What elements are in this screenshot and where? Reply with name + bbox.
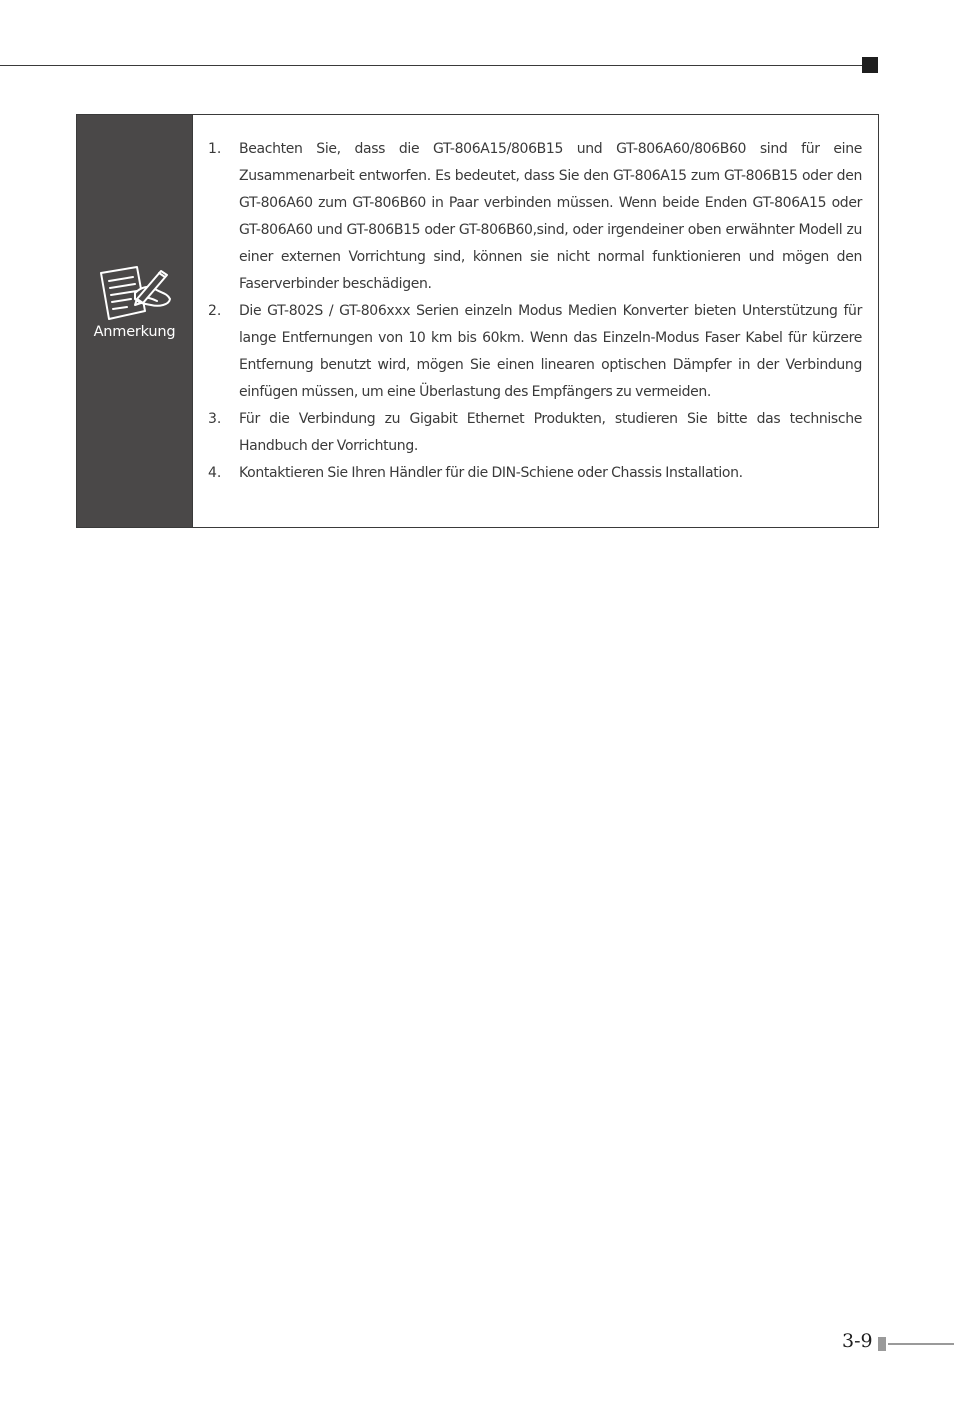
list-item (193, 406, 862, 460)
list-item (193, 136, 862, 298)
note-content (193, 115, 878, 527)
list-item (193, 460, 862, 487)
footer-square-marker (878, 1337, 886, 1351)
list-item-text: Kontaktieren Sie Ihren Händler für die DIN-Schiene oder Chassis Installation. (239, 465, 743, 481)
list-item-number: 2. (208, 303, 222, 319)
note-box (76, 114, 879, 528)
header-square-marker (862, 57, 878, 73)
list-item-text: Für die Verbindung zu Gigabit Ethernet Produkten, studieren Sie bitte das technische Handbuch der Vorrichtung. (239, 411, 862, 454)
list-item-text: Die GT-802S / GT-806xxx Serien einzeln Modus Medien Konverter bieten Unterstützung für lange Entfernungen von 10 km bis 60km. Wenn das Einzeln-Modus Faser Kabel für kürzere Entfernung benutzt wird, mögen Sie einen linearen optischen Dämpfer in der Verbindung einfügen müssen, um eine Überlastung des Empfängers zu vermeiden. (239, 303, 862, 400)
note-sidebar (77, 115, 193, 527)
list-item-text: Beachten Sie, dass die GT-806A15/806B15 und GT-806A60/806B60 sind für eine Zusammenarbeit entworfen. Es bedeutet, dass Sie den GT-806A15 zum GT-806B15 oder den GT-806A60 zum GT-806B60 in Paar verbinden müssen. Wenn beide Enden GT-806A15 oder GT-806A60 und GT-806B15 oder GT-806B60,sind, oder irgendeiner oben erwähnter Modell zu einer externen Vorrichtung sind, können sie nicht normal funktionieren und mögen den Faserverbinder beschädigen. (239, 141, 862, 292)
list-item-number: 3. (208, 411, 222, 427)
note-pen-icon (97, 263, 173, 323)
list-item-number: 4. (208, 465, 222, 481)
list-item (193, 298, 862, 406)
list-item-number: 1. (208, 141, 222, 157)
note-label: Anmerkung (93, 324, 176, 340)
note-list (193, 136, 862, 487)
page-number: 3-9 (842, 1330, 873, 1352)
footer-rule (888, 1343, 954, 1345)
header-rule (0, 65, 863, 66)
